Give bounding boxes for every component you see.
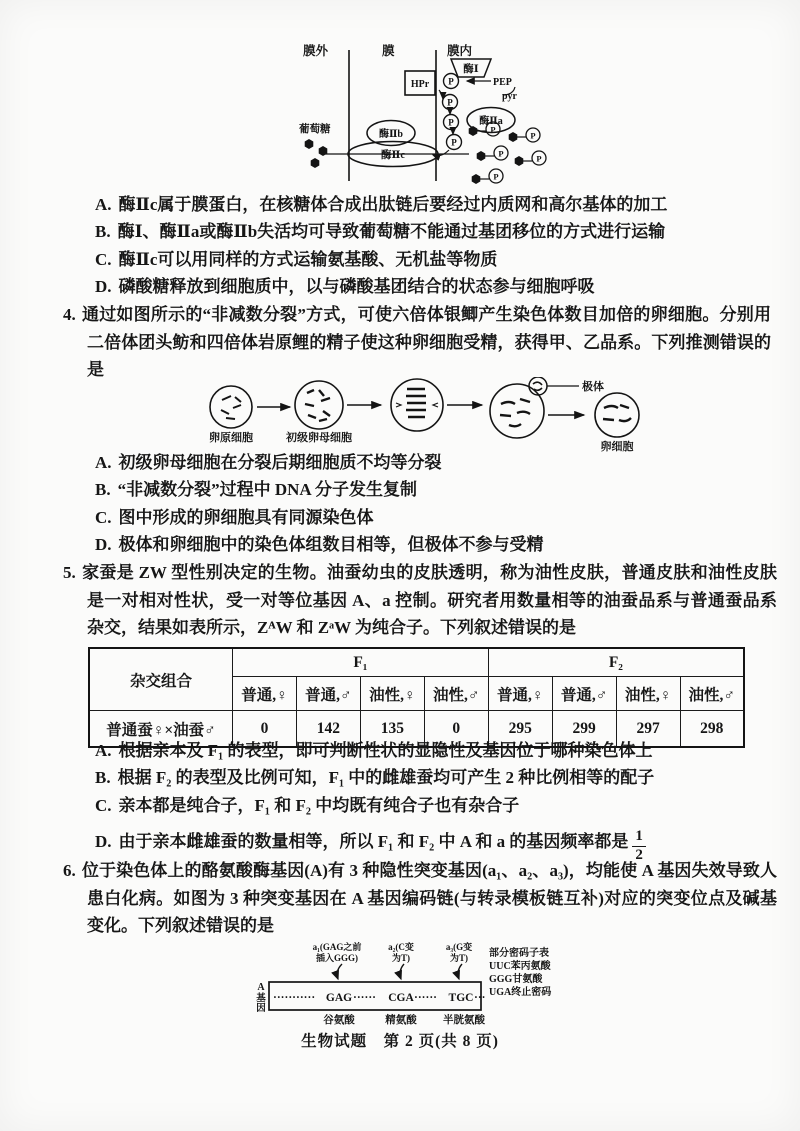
enzyme-IIc-label: 酶Ⅱc <box>380 150 406 161</box>
option-text: 酶Ⅰ、酶Ⅱa或酶Ⅱb失活均可导致葡萄糖不能通过基团移位的方式进行运输 <box>117 222 666 242</box>
chromosomes <box>305 390 330 421</box>
page-footer: 生物试题 第 2 页(共 8 页) <box>301 1033 499 1050</box>
codon-cga: CGA <box>388 992 414 1004</box>
col-header: 油性,♂ <box>424 677 488 711</box>
q6-stem <box>63 857 777 940</box>
q3-options <box>95 191 785 301</box>
dots: ··· <box>474 992 486 1004</box>
label-membrane: 膜 <box>382 44 395 58</box>
mutation-a3-line2: 为T) <box>449 953 469 963</box>
option-line-b <box>95 476 785 503</box>
cell-value: 295 <box>488 711 552 748</box>
cell-value: 0 <box>424 711 488 748</box>
glucose-molecules <box>305 139 328 168</box>
label-outside-membrane: 膜外 <box>303 44 329 58</box>
svg-text:P: P <box>448 76 454 87</box>
mutation-a1-line2: 插入GGG) <box>316 953 358 963</box>
egg-cell-label: 卵细胞 <box>600 441 634 453</box>
codon-gag: GAG <box>325 992 353 1004</box>
enzyme-IIb-label: 酶Ⅱb <box>379 129 403 140</box>
col-header: 普通,♂ <box>296 677 360 711</box>
dots: ··········· <box>273 992 316 1004</box>
option-line-d <box>95 273 785 300</box>
hpr-box <box>405 71 435 95</box>
option-text: “非减数分裂”过程中 DNA 分子发生复制 <box>117 480 417 500</box>
primary-oocyte-label: 初级卵母细胞 <box>286 432 352 444</box>
oogonium-label: 卵原细胞 <box>209 432 253 444</box>
q5-stem <box>63 559 777 642</box>
mutation-a2-line2: 为T) <box>391 953 411 963</box>
codon-uuc: UUC苯丙氨酸 <box>489 961 551 972</box>
cell-value: 135 <box>360 711 424 748</box>
svg-text:P: P <box>451 137 457 148</box>
oogenesis-diagram <box>195 377 655 453</box>
chromosomes <box>500 399 530 426</box>
gene-a-vertical-label <box>256 982 266 1014</box>
arginine-label: 精氨酸 <box>385 1015 417 1026</box>
svg-text:P: P <box>498 148 504 159</box>
option-text: 酶Ⅱc可以用同样的方式运输氨基酸、无机盐等物质 <box>118 249 498 269</box>
option-label: B. <box>95 768 111 788</box>
amino-acid-labels <box>323 1013 485 1026</box>
cysteine-label: 半胱氨酸 <box>443 1015 485 1026</box>
polar-body-label: 极体 <box>582 381 604 393</box>
question-text: 家蚕是 ZW 型性别决定的生物。油蚕幼虫的皮肤透明，称为油性皮肤，普通皮肤和油性皮肤是一对相对性状，受一对等位基因 A、a 控制。研究者用数量相等的油蚕品系与普通蚕品系杂交，结果如表所示，ZᴬW 和 ZᵃW 为纯合子。下列叙述错误的是 <box>81 563 777 637</box>
enzyme-I-label: 酶Ⅰ <box>463 64 479 75</box>
f2-header: F₂ <box>488 648 744 677</box>
mutation-arrows <box>337 964 462 979</box>
codon-tgc: TGC <box>448 992 474 1004</box>
q4-options <box>95 449 785 559</box>
cell-value: 298 <box>680 711 744 748</box>
option-line-c <box>95 504 785 531</box>
option-label: C. <box>95 249 112 269</box>
svg-text:P: P <box>447 97 453 108</box>
chromosomes <box>406 389 426 417</box>
col-header: 普通,♀ <box>488 677 552 711</box>
table-corner-header: 杂交组合 <box>89 648 233 711</box>
mutation-a3-line1: a₃(G变 <box>445 942 473 952</box>
col-header: 油性,♂ <box>680 677 744 711</box>
svg-text:A: A <box>257 982 265 993</box>
phosphorylated-glucose-products <box>469 122 546 184</box>
option-label: D. <box>95 277 112 297</box>
polar-body-chromatin <box>533 382 542 390</box>
question-text: 通过如图所示的“非减数分裂”方式，可使六倍体银鲫产生染色体数目加倍的卵细胞。分别用二倍体团头鲂和四倍体岩原鲤的精子使这种卵细胞受精，获得甲、乙品系。下列推测错误的是 <box>81 305 771 379</box>
glucose-label: 葡萄糖 <box>299 124 331 135</box>
chromosomes <box>221 396 241 419</box>
codon-ggg: GGG甘氨酸 <box>489 974 543 985</box>
option-label: C. <box>95 507 112 527</box>
hpr-label: HPr <box>410 79 430 90</box>
option-label: A. <box>95 741 112 760</box>
col-header: 油性,♀ <box>360 677 424 711</box>
svg-text:P: P <box>536 153 542 164</box>
option-label: D. <box>95 535 112 555</box>
gene-mutation-diagram <box>253 938 613 1034</box>
q5-options <box>95 737 785 864</box>
cross-result-table <box>88 647 745 748</box>
option-label: A. <box>95 195 112 214</box>
enzyme-I-shape <box>451 59 491 77</box>
enzyme-IIa-label: 酶Ⅱa <box>479 116 503 127</box>
option-text: 由于亲本雌雄蚕的数量相等，所以 F₁ 和 F₂ 中 A 和 a 的基因频率都是 <box>118 832 629 852</box>
option-text: 极体和卵细胞中的染色体组数目相等，但极体不参与受精 <box>118 535 544 555</box>
metaphase-cell <box>391 379 443 431</box>
codon-table-title: 部分密码子表 <box>489 948 549 959</box>
primary-oocyte-cell <box>295 381 343 429</box>
option-label: B. <box>95 480 111 500</box>
svg-text:因: 因 <box>256 1004 266 1014</box>
mutation-a2-line1: a₂(C变 <box>388 942 414 952</box>
option-line-a <box>95 449 785 476</box>
option-label: D. <box>95 832 112 852</box>
option-text: 酶Ⅱc属于膜蛋白，在核糖体合成出肽链后要经过内质网和高尔基体的加工 <box>118 195 668 214</box>
fraction-numerator: 1 <box>632 829 646 847</box>
q4-stem <box>63 301 771 384</box>
codon-table <box>489 946 552 998</box>
option-text: 图中形成的卵细胞具有同源染色体 <box>118 507 374 527</box>
option-label: A. <box>95 453 112 472</box>
dividing-cell-with-polar-body <box>490 377 579 438</box>
option-line-b <box>95 218 785 245</box>
mutation-a1-line1: a₁(GAG之前 <box>312 942 362 952</box>
row-label: 普通蚕♀×油蚕♂ <box>89 711 233 748</box>
fraction-denominator: 2 <box>635 847 643 864</box>
option-line-c <box>95 792 785 819</box>
cell-value: 299 <box>552 711 616 748</box>
option-label: B. <box>95 222 111 242</box>
col-header: 普通,♀ <box>233 677 297 711</box>
f1-header: F₁ <box>233 648 489 677</box>
col-header: 油性,♀ <box>616 677 680 711</box>
option-line-a <box>95 737 785 764</box>
svg-text:P: P <box>490 124 496 135</box>
egg-cell <box>595 393 639 437</box>
membrane-transport-diagram <box>281 40 549 192</box>
pep-label: PEP <box>493 77 512 88</box>
option-text: 亲本都是纯合子，F₁ 和 F₂ 中均既有纯合子也有杂合子 <box>118 795 520 815</box>
option-line-c <box>95 246 785 273</box>
svg-text:P: P <box>530 130 536 141</box>
glutamate-label: 谷氨酸 <box>323 1015 355 1026</box>
option-label: C. <box>95 795 112 815</box>
cell-value: 142 <box>296 711 360 748</box>
option-text: 根据亲本及 F₁ 的表型，即可判断性状的显隐性及基因位于哪种染色体上 <box>118 741 653 760</box>
label-inside-membrane: 膜内 <box>447 44 473 58</box>
svg-text:基: 基 <box>256 994 266 1004</box>
oogonium-cell <box>210 386 252 428</box>
question-number: 4. <box>63 305 76 324</box>
membrane-lines <box>349 50 436 181</box>
col-header: 普通,♂ <box>552 677 616 711</box>
svg-text:P: P <box>448 117 454 128</box>
option-text: 磷酸糖释放到细胞质中，以与磷酸基团结合的状态参与细胞呼吸 <box>118 277 595 297</box>
codon-uga: UGA终止密码 <box>489 987 552 998</box>
cell-value: 0 <box>233 711 297 748</box>
dots: ······ <box>353 992 377 1004</box>
option-line-a <box>95 191 785 218</box>
svg-text:P: P <box>493 171 499 182</box>
option-text: 根据 F₂ 的表型及比例可知，F₁ 中的雌雄蚕均可产生 2 种比例相等的配子 <box>117 768 655 788</box>
mutation-annotations <box>313 941 472 963</box>
question-text: 位于染色体上的酪氨酸酶基因(A)有 3 种隐性突变基因(a₁、a₂、a₃)，均能使 A 基因失效导致人患白化病。如图为 3 种突变基因在 A 基因编码链(与转录模板链互补)对应的突变位点及碱基变化。下列叙述错误的是 <box>81 861 777 935</box>
option-text: 初级卵母细胞在分裂后期细胞质不均等分裂 <box>118 453 442 472</box>
coding-strand-sequence <box>273 992 486 1004</box>
question-number: 6. <box>63 861 76 880</box>
question-number: 5. <box>63 563 76 582</box>
phosphate-chain <box>433 74 462 156</box>
dots: ······ <box>414 992 438 1004</box>
pyr-label: pyr <box>502 91 517 102</box>
cell-value: 297 <box>616 711 680 748</box>
option-line-d <box>95 531 785 558</box>
chromosomes <box>603 405 631 421</box>
option-line-b <box>95 764 785 791</box>
